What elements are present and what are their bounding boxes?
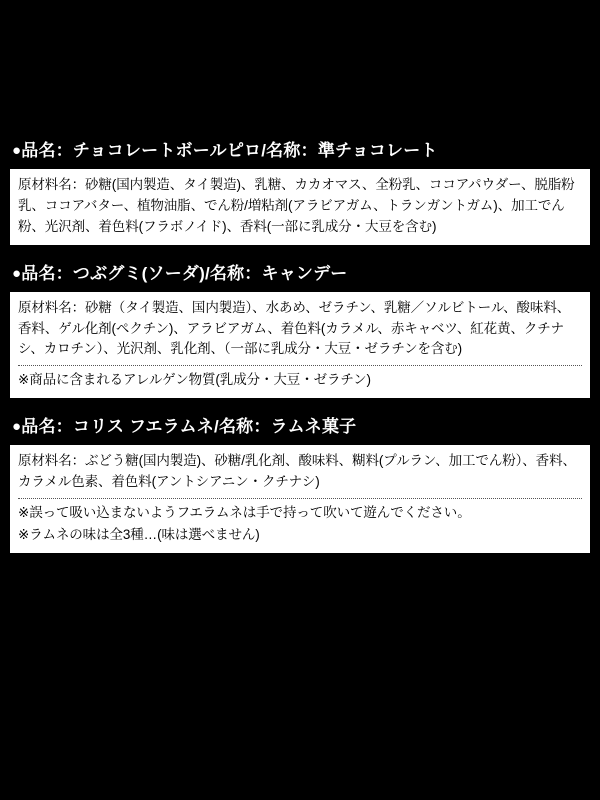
product-title-text: 品名：チョコレートボールピロ/名称：準チョコレート bbox=[21, 141, 438, 160]
product-title-fue-ramune bbox=[10, 416, 590, 445]
ingredients-text: 原材料名：ぶどう糖(国内製造)、砂糖/乳化剤、酸味料、糊料(プルラン、加工でん粉）、香料、カラメル色素、着色料(アントシアニン・クチナシ) bbox=[18, 453, 576, 490]
product-title-text: 品名：コリス フエラムネ/名称：ラムネ菓子 bbox=[21, 417, 357, 437]
product-block-chocolate-ball bbox=[10, 140, 590, 245]
product-title-tsubu-gummy bbox=[10, 263, 590, 292]
allergen-note: ※商品に含まれるアレルゲン物質(乳成分・大豆・ゼラチン) bbox=[18, 372, 371, 388]
bullet-icon: ● bbox=[12, 264, 22, 282]
product-block-fue-ramune bbox=[10, 416, 590, 553]
product-title-text: 品名：つぶグミ(ソーダ)/名称：キャンデー bbox=[21, 263, 348, 283]
info-box-chocolate-ball bbox=[10, 169, 590, 245]
bullet-icon: ● bbox=[12, 142, 22, 159]
bullet-icon: ● bbox=[12, 418, 22, 436]
info-box-fue-ramune bbox=[10, 445, 590, 553]
dotted-divider bbox=[18, 365, 582, 366]
flavor-note: ※ラムネの味は全3種…(味は選べません) bbox=[18, 527, 260, 543]
ingredients-text: 原材料名：砂糖（タイ製造、国内製造）、水あめ、ゼラチン、乳糖／ソルビトール、酸味料、香料、ゲル化剤(ペクチン)、アラビアガム、着色料(カラメル、赤キャベツ、紅花黄、クチナシ、カロチン）、光沢剤、乳化剤、（一部に乳成分・大豆・ゼラチンを含む) bbox=[18, 299, 571, 357]
caution-note: ※誤って吸い込まないようフエラムネは手で持って吹いて遊んでください。 bbox=[18, 505, 471, 521]
product-block-tsubu-gummy bbox=[10, 263, 590, 399]
dotted-divider bbox=[18, 498, 582, 499]
info-box-tsubu-gummy bbox=[10, 292, 590, 399]
ingredients-text: 原材料名：砂糖(国内製造、タイ製造)、乳糖、カカオマス、全粉乳、ココアパウダー、脱脂粉乳、ココアバター、植物油脂、でん粉/増粘剤(アラビアガム、トランガントガム)、加工でん粉、光沢剤、着色料(フラボノイド)、香料(一部に乳成分・大豆を含む) bbox=[18, 176, 575, 234]
product-title-chocolate-ball bbox=[10, 140, 590, 169]
